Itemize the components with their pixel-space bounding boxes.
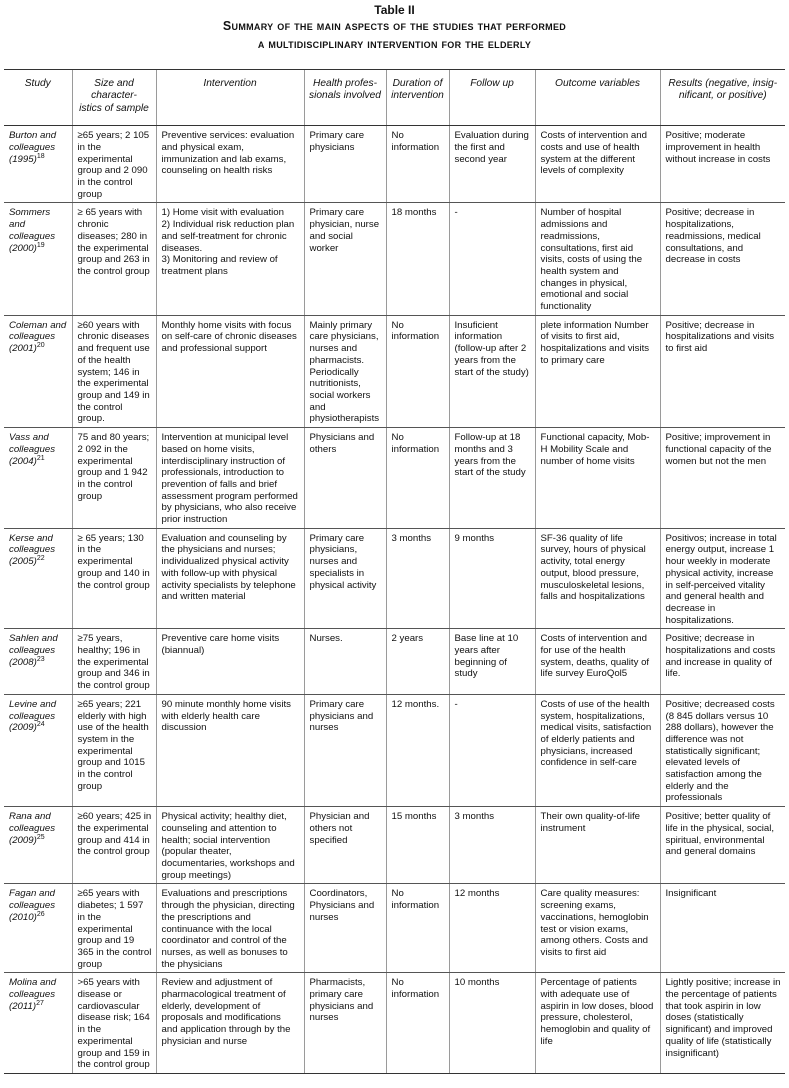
cell-results: Positive; decrease in hospitalizations and visits to first aid: [660, 315, 785, 427]
study-reference: 22: [36, 554, 45, 562]
cell-professionals: Pharmacists, primary care physicians and nurses: [304, 973, 386, 1074]
table-row: [4, 884, 785, 973]
cell-intervention: Evaluations and prescriptions through the physician, directing the prescriptions and continuance with the local coordinator and control of the nurses, as well as bonuses to the physicians: [156, 884, 304, 973]
header-row: [4, 70, 785, 126]
cell-duration: 12 months.: [386, 694, 449, 806]
cell-results: Positive; better quality of life in the physical, social, spiritual, environmental and general domains: [660, 807, 785, 884]
study-reference: 26: [36, 910, 45, 918]
study-reference: 23: [36, 655, 45, 663]
col-header-follow-up: Follow up: [449, 70, 535, 126]
cell-outcomes: Number of hospital admissions and readmissions, consultations, first aid visits, costs of using the health system and changes in physical, emotional and social functionality: [535, 203, 660, 315]
cell-professionals: Primary care physicians, nurses and specialists in physical activity: [304, 528, 386, 629]
cell-follow-up: 3 months: [449, 807, 535, 884]
cell-follow-up: Evaluation during the first and second year: [449, 126, 535, 203]
cell-duration: No information: [386, 315, 449, 427]
cell-results: Positivos; increase in total energy output, increase 1 hour weekly in moderate physical activity, increase in self-perceived vitality and general health and decrease in hospitalizations.: [660, 528, 785, 629]
cell-follow-up: 12 months: [449, 884, 535, 973]
cell-professionals: Nurses.: [304, 629, 386, 695]
col-header-intervention: Intervention: [156, 70, 304, 126]
cell-outcomes: plete information Number of visits to first aid, hospitalizations and visits to primary care: [535, 315, 660, 427]
col-header-results: Results (negative, insig- nificant, or positive): [660, 70, 785, 126]
cell-professionals: Primary care physicians: [304, 126, 386, 203]
table-row: [4, 126, 785, 203]
cell-study: [4, 126, 72, 203]
cell-duration: No information: [386, 884, 449, 973]
cell-study: [4, 973, 72, 1074]
cell-duration: 15 months: [386, 807, 449, 884]
table-row: [4, 973, 785, 1074]
cell-study: [4, 315, 72, 427]
cell-professionals: Physician and others not specified: [304, 807, 386, 884]
cell-duration: 3 months: [386, 528, 449, 629]
table-row: [4, 315, 785, 427]
cell-duration: No information: [386, 126, 449, 203]
cell-sample: ≥ 65 years; 130 in the experimental group and 140 in the control group: [72, 528, 156, 629]
cell-sample: ≥65 years; 221 elderly with high use of the health system in the experimental group and 1015 in the control group: [72, 694, 156, 806]
cell-follow-up: -: [449, 694, 535, 806]
cell-duration: No information: [386, 428, 449, 529]
study-reference: 19: [36, 241, 45, 249]
cell-sample: ≥75 years, healthy; 196 in the experimental group and 346 in the control group: [72, 629, 156, 695]
cell-duration: 2 years: [386, 629, 449, 695]
cell-sample: ≥65 years; 2 105 in the experimental group and 2 090 in the control group: [72, 126, 156, 203]
cell-intervention: Preventive care home visits (biannual): [156, 629, 304, 695]
col-header-study: Study: [4, 70, 72, 126]
table-row: [4, 694, 785, 806]
table-body: [4, 126, 785, 1074]
cell-outcomes: Functional capacity, Mob-H Mobility Scale and number of home visits: [535, 428, 660, 529]
cell-intervention: Monthly home visits with focus on self-care of chronic diseases and professional support: [156, 315, 304, 427]
cell-follow-up: Insuficient information (follow-up after 2 years from the start of the study): [449, 315, 535, 427]
cell-intervention: Review and adjustment of pharmacological treatment of elderly, development of proposals and modifications and application through by the physician and nurse: [156, 973, 304, 1074]
study-name: Fagan and colleagues (2010): [9, 888, 56, 923]
study-name: Levine and colleagues (2009): [9, 698, 57, 734]
table-caption: [0, 0, 789, 53]
table-row: [4, 203, 785, 315]
cell-professionals: Primary care physician, nurse and social worker: [304, 203, 386, 315]
cell-sample: 75 and 80 years; 2 092 in the experimental group and 1 942 in the control group: [72, 428, 156, 529]
cell-outcomes: Costs of use of the health system, hospitalizations, medical visits, satisfaction of elderly patients and physicians, increased confidence in self-care: [535, 694, 660, 806]
cell-intervention: Preventive services: evaluation and physical exam, immunization and lab exams, counseling on health risks: [156, 126, 304, 203]
cell-sample: >65 years with disease or cardiovascular disease risk; 164 in the experimental group and 159 in the control group: [72, 973, 156, 1074]
cell-intervention: 1) Home visit with evaluation 2) Individual risk reduction plan and self-treatment for chronic diseases. 3) Monitoring and review of treatment plans: [156, 203, 304, 315]
cell-outcomes: Care quality measures: screening exams, vaccinations, hemoglobin test or vision exams, among others. Costs and visits to first aid: [535, 884, 660, 973]
study-name: Vass and colleagues (2004): [9, 432, 56, 467]
cell-duration: 18 months: [386, 203, 449, 315]
cell-outcomes: SF-36 quality of life survey, hours of physical activity, total energy output, blood pressure, musculoskeletal lesions, falls and hospitalizations: [535, 528, 660, 629]
cell-follow-up: 9 months: [449, 528, 535, 629]
study-name: Molina and colleagues (2011): [9, 977, 57, 1012]
study-reference: 18: [36, 152, 45, 160]
study-name: Coleman and colleagues (2001): [9, 319, 67, 355]
col-header-professionals: Health profes- sionals involved: [304, 70, 386, 126]
cell-professionals: Mainly primary care physicians, nurses and pharmacists. Periodically nutritionists, social workers and physiotherapists: [304, 315, 386, 427]
cell-sample: ≥65 years with diabetes; 1 597 in the experimental group and 19 365 in the control group: [72, 884, 156, 973]
table-row: [4, 629, 785, 695]
study-name: Burton and colleagues (1995): [9, 130, 57, 165]
cell-outcomes: Their own quality-of-life instrument: [535, 807, 660, 884]
cell-study: [4, 428, 72, 529]
col-header-duration: Duration of intervention: [386, 70, 449, 126]
cell-professionals: Physicians and others: [304, 428, 386, 529]
cell-follow-up: Base line at 10 years after beginning of study: [449, 629, 535, 695]
table-row: [4, 807, 785, 884]
study-reference: 21: [36, 454, 45, 462]
cell-sample: ≥60 years with chronic diseases and frequent use of the health system; 146 in the experimental group and 149 in the control group.: [72, 315, 156, 427]
cell-intervention: Physical activity; healthy diet, counseling and attention to health; social intervention (popular theater, documentaries, workshops and group meetings): [156, 807, 304, 884]
cell-results: Positive; moderate improvement in health without increase in costs: [660, 126, 785, 203]
study-reference: 20: [36, 341, 45, 349]
cell-sample: ≥60 years; 425 in the experimental group and 414 in the control group: [72, 807, 156, 884]
table-label: Table II: [374, 3, 415, 17]
study-reference: 25: [36, 833, 45, 841]
table-row: [4, 428, 785, 529]
cell-follow-up: -: [449, 203, 535, 315]
studies-table: [4, 69, 785, 1074]
table-title-line-2: a multidisciplinary intervention for the elderly: [257, 37, 532, 51]
cell-professionals: Coordinators, Physicians and nurses: [304, 884, 386, 973]
cell-study: [4, 694, 72, 806]
col-header-outcomes: Outcome variables: [535, 70, 660, 126]
study-reference: 24: [36, 721, 45, 729]
cell-intervention: Intervention at municipal level based on home visits, interdisciplinary instruction of professionals, introduction to prevention of falls and brief assessment program performed by physicians, who also receive prior instruction: [156, 428, 304, 529]
cell-intervention: Evaluation and counseling by the physicians and nurses; individualized physical activity with follow-up with physical activity specialists by telephone and written material: [156, 528, 304, 629]
cell-results: Positive; improvement in functional capacity of the women but not the men: [660, 428, 785, 529]
table-title-line-1: Summary of the main aspects of the studies that performed: [222, 19, 567, 33]
cell-follow-up: 10 months: [449, 973, 535, 1074]
table-row: [4, 528, 785, 629]
cell-outcomes: Percentage of patients with adequate use of aspirin in low doses, blood pressure, cholesterol, hemoglobin and quality of life: [535, 973, 660, 1074]
study-reference: 27: [36, 999, 44, 1007]
cell-results: Lightly positive; increase in the percentage of patients that took aspirin in low doses (statistically significant) and improved quality of life (statistically insignificant): [660, 973, 785, 1074]
study-name: Sommers and colleagues (2000): [9, 207, 56, 254]
study-name: Sahlen and colleagues (2008): [9, 633, 58, 668]
cell-study: [4, 629, 72, 695]
cell-professionals: Primary care physicians and nurses: [304, 694, 386, 806]
cell-outcomes: Costs of intervention and costs and use of health system at the different levels of complexity: [535, 126, 660, 203]
cell-intervention: 90 minute monthly home visits with elderly health care discussion: [156, 694, 304, 806]
cell-results: Insignificant: [660, 884, 785, 973]
cell-results: Positive; decrease in hospitalizations, readmissions, medical consultations, and decrease in costs: [660, 203, 785, 315]
study-name: Kerse and colleagues (2005): [9, 532, 56, 568]
cell-follow-up: Follow-up at 18 months and 3 years from the start of the study: [449, 428, 535, 529]
cell-study: [4, 203, 72, 315]
study-name: Rana and colleagues (2009): [9, 811, 56, 846]
cell-outcomes: Costs of intervention and for use of the health system, deaths, quality of life survey EuroQol5: [535, 629, 660, 695]
cell-sample: ≥ 65 years with chronic diseases; 280 in the experimental group and 263 in the control group: [72, 203, 156, 315]
cell-results: Positive; decreased costs (8 845 dollars versus 10 288 dollars), however the difference was not statistically significant; elevated levels of satisfaction among the elderly and the professionals: [660, 694, 785, 806]
cell-study: [4, 807, 72, 884]
cell-results: Positive; decrease in hospitalizations and costs and increase in quality of life.: [660, 629, 785, 695]
cell-study: [4, 528, 72, 629]
col-header-sample: Size and character- istics of sample: [72, 70, 156, 126]
cell-duration: No information: [386, 973, 449, 1074]
cell-study: [4, 884, 72, 973]
